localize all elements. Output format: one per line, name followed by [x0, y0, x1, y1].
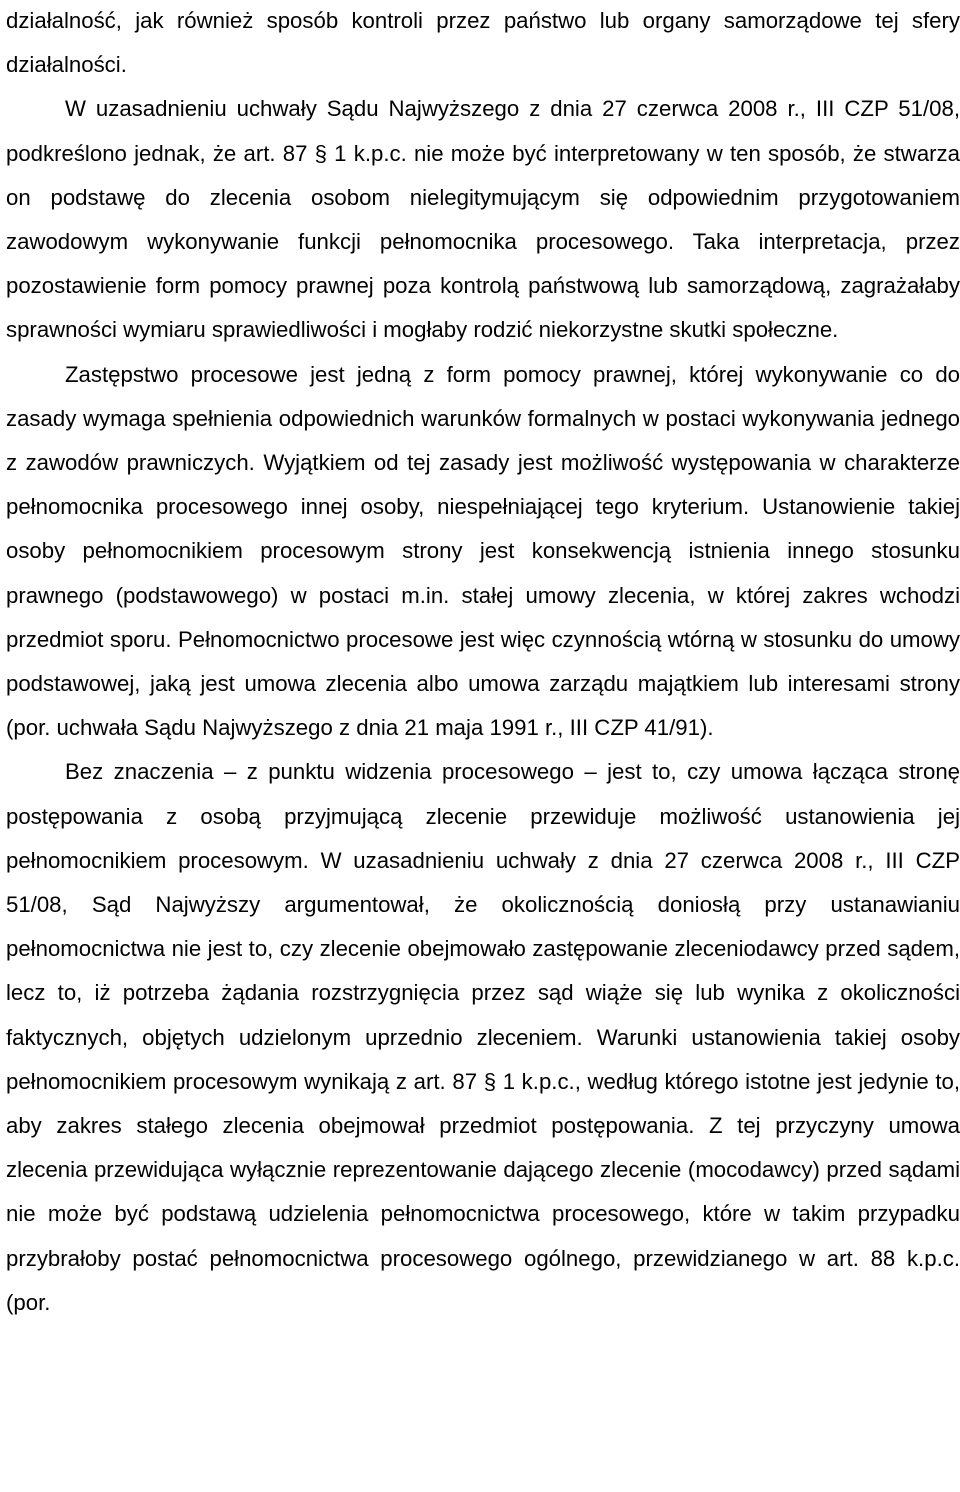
document-page — [6, 0, 960, 1325]
paragraph-irrelevance-of-mandate: Bez znaczenia – z punktu widzenia procesowego – jest to, czy umowa łącząca stronę postępowania z osobą przyjmującą zlecenie przewiduje możliwość ustanowienia jej pełnomocnikiem procesowym. W uzasadnieniu uchwały z dnia 27 czerwca 2008 r., III CZP 51/08, Sąd Najwyższy argumentował, że okolicznością doniosłą przy ustanawianiu pełnomocnictwa nie jest to, czy zlecenie obejmowało zastępowanie zleceniodawcy przed sądem, lecz to, iż potrzeba żądania rozstrzygnięcia przez sąd wiąże się lub wynika z okoliczności faktycznych, objętych udzielonym uprzednio zleceniem. Warunki ustanowienia takiej osoby pełnomocnikiem procesowym wynikają z art. 87 § 1 k.p.c., według którego istotne jest jedynie to, aby zakres stałego zlecenia obejmował przedmiot postępowania. Z tej przyczyny umowa zlecenia przewidująca wyłącznie reprezentowanie dającego zlecenie (mocodawcy) przed sądami nie może być podstawą udzielenia pełnomocnictwa procesowego, które w takim przypadku przybrałoby postać pełnomocnictwa procesowego ogólnego, przewidzianego w art. 88 k.p.c. (por. — [6, 759, 960, 1315]
paragraph-procedural-representation: Zastępstwo procesowe jest jedną z form pomocy prawnej, której wykonywanie co do zasady wymaga spełnienia odpowiednich warunków formalnych w postaci wykonywania jednego z zawodów prawniczych. Wyjątkiem od tej zasady jest możliwość występowania w charakterze pełnomocnika procesowego innej osoby, niespełniającej tego kryterium. Ustanowienie takiej osoby pełnomocnikiem procesowym strony jest konsekwencją istnienia innego stosunku prawnego (podstawowego) w postaci m.in. stałej umowy zlecenia, w której zakres wchodzi przedmiot sporu. Pełnomocnictwo procesowe jest więc czynnością wtórną w stosunku do umowy podstawowej, jaką jest umowa zlecenia albo umowa zarządu majątkiem lub interesami strony (por. uchwała Sądu Najwyższego z dnia 21 maja 1991 r., III CZP 41/91). — [6, 361, 960, 741]
paragraph-resolution-reasoning: W uzasadnieniu uchwały Sądu Najwyższego z dnia 27 czerwca 2008 r., III CZP 51/08, podkreślono jednak, że art. 87 § 1 k.p.c. nie może być interpretowany w ten sposób, że stwarza on podstawę do zlecenia osobom nielegitymującym się odpowiednim przygotowaniem zawodowym wykonywanie funkcji pełnomocnika procesowego. Taka interpretacja, przez pozostawienie form pomocy prawnej poza kontrolą państwową lub samorządową, zagrażałaby sprawności wymiaru sprawiedliwości i mogłaby rodzić niekorzystne skutki społeczne. — [6, 96, 960, 343]
paragraph-continuation: działalność, jak również sposób kontroli przez państwo lub organy samorządowe tej sfery działalności. — [6, 8, 960, 78]
